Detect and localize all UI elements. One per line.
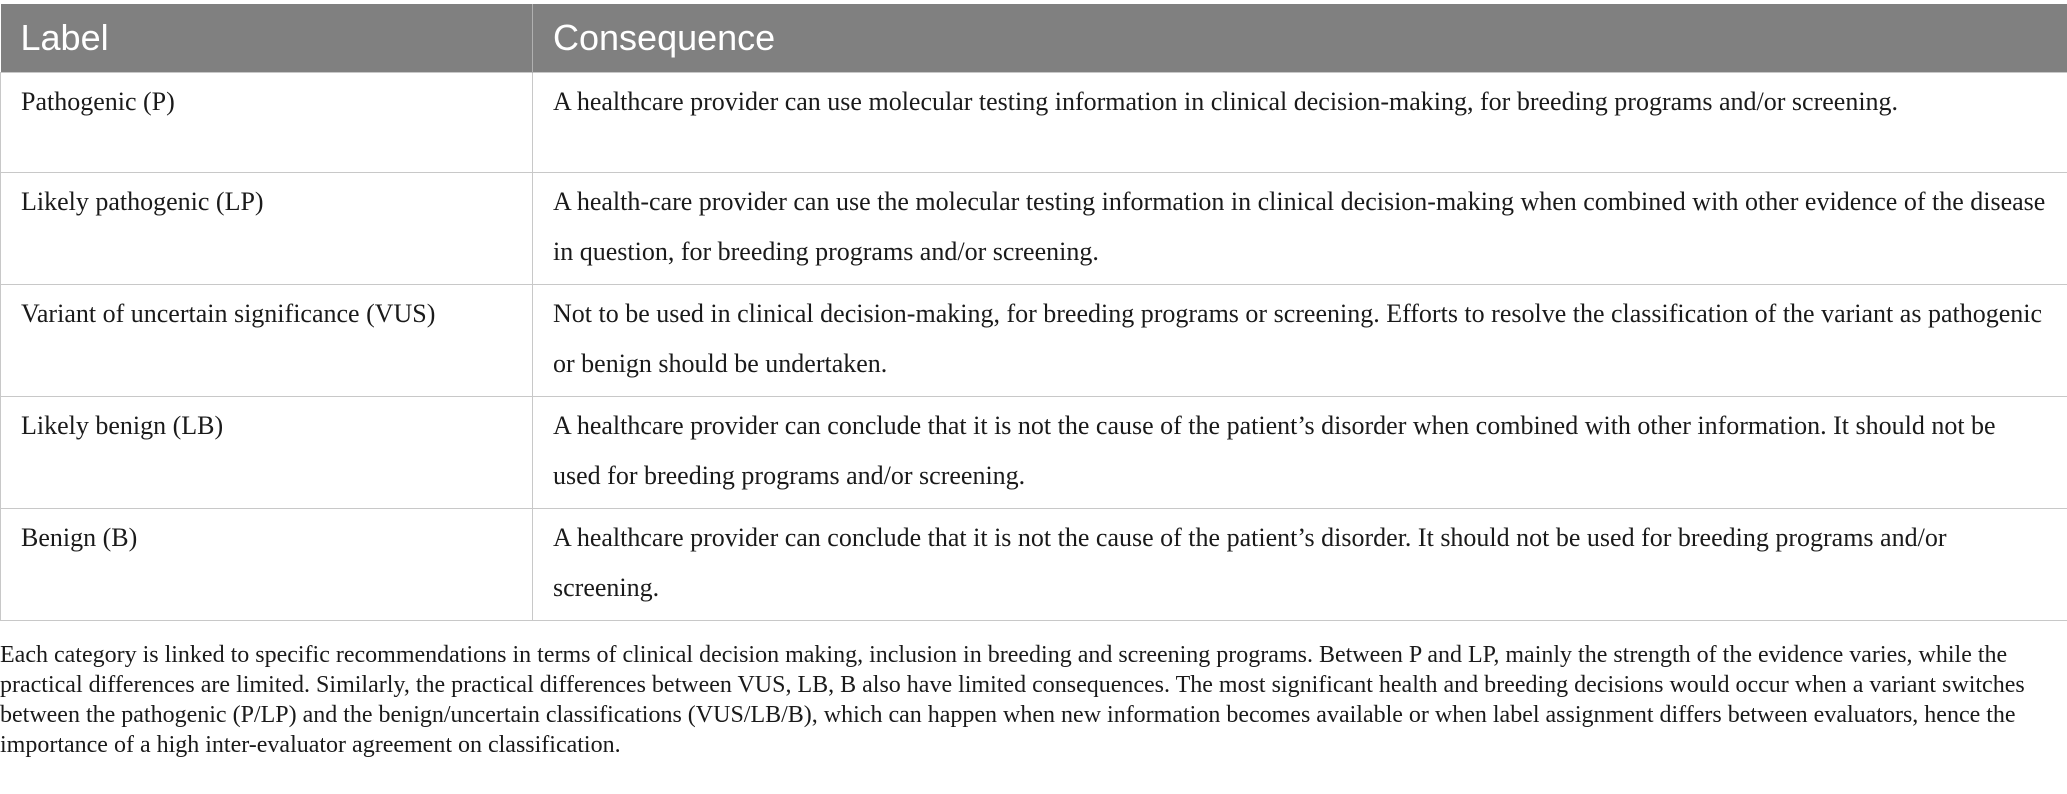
label-cell: Pathogenic (P) xyxy=(1,73,533,173)
consequence-cell: A healthcare provider can conclude that it is not the cause of the patient’s disorder when combined with other information. It should not be used for breeding programs and/or screening. xyxy=(533,397,2067,509)
label-cell: Benign (B) xyxy=(1,509,533,621)
table-footnote: Each category is linked to specific recommendations in terms of clinical decision making, inclusion in breeding and screening programs. Between P and LP, mainly the strength of the evidence varies, while the practical differences are limited. Similarly, the practical differences between VUS, LB, B also have limited consequences. The most significant health and breeding decisions would occur when a variant switches between the pathogenic (P/LP) and the benign/uncertain classifications (VUS/LB/B), which can happen when new information becomes available or when label assignment differs between evaluators, hence the importance of a high inter-evaluator agreement on classification. xyxy=(0,642,2025,758)
column-header-label: Label xyxy=(1,4,533,73)
consequence-cell: Not to be used in clinical decision-making, for breeding programs or screening. Efforts to resolve the classification of the variant as pathogenic or benign should be undertaken. xyxy=(533,285,2067,397)
consequence-cell: A health-care provider can use the molecular testing information in clinical decision-making when combined with other evidence of the disease in question, for breeding programs and/or screening. xyxy=(533,173,2067,285)
table-row xyxy=(1,173,2067,285)
table-header xyxy=(1,4,2067,73)
column-header-consequence: Consequence xyxy=(533,4,2067,73)
table-row xyxy=(1,509,2067,621)
classification-table xyxy=(0,4,2067,621)
header-row xyxy=(1,4,2067,73)
consequence-cell: A healthcare provider can conclude that it is not the cause of the patient’s disorder. It should not be used for breeding programs and/or screening. xyxy=(533,509,2067,621)
classification-table-container xyxy=(0,4,2067,621)
consequence-cell: A healthcare provider can use molecular testing information in clinical decision-making, for breeding programs and/or screening. xyxy=(533,73,2067,173)
table-body xyxy=(1,73,2067,621)
label-cell: Likely benign (LB) xyxy=(1,397,533,509)
label-cell: Likely pathogenic (LP) xyxy=(1,173,533,285)
label-cell: Variant of uncertain significance (VUS) xyxy=(1,285,533,397)
table-row xyxy=(1,285,2067,397)
table-row xyxy=(1,397,2067,509)
table-row xyxy=(1,73,2067,173)
